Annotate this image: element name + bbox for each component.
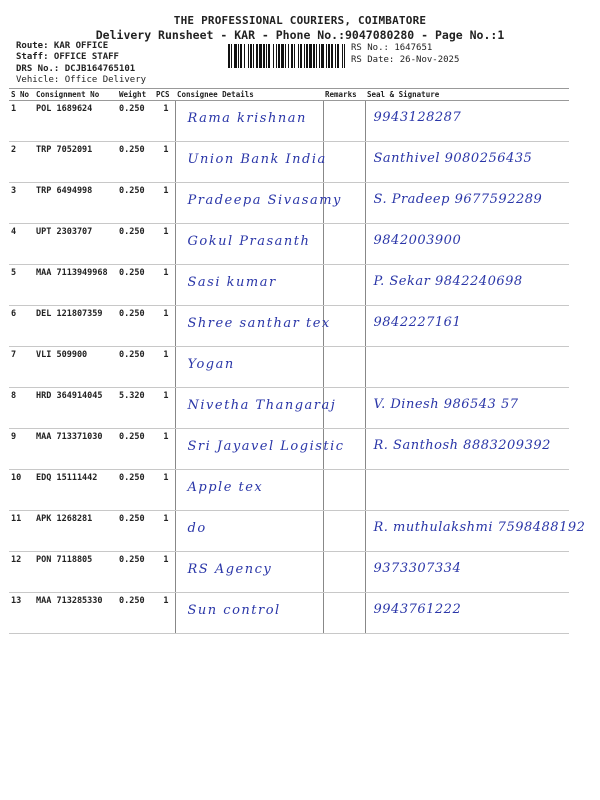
route-label: Route: KAR OFFICE — [16, 41, 109, 51]
cell-sno: 11 — [9, 511, 34, 552]
barcode-bar — [238, 44, 239, 68]
barcode-bar — [337, 44, 339, 68]
cell-weight: 0.250 — [117, 306, 154, 347]
cell-consignee — [175, 142, 327, 183]
cell-signature — [365, 183, 569, 224]
barcode-bar — [253, 44, 254, 68]
barcode-bar — [268, 44, 270, 68]
barcode-bar — [344, 44, 345, 68]
signature-handwriting: 9943761222 — [373, 602, 462, 617]
cell-remarks — [323, 265, 365, 306]
col-seal-signature: Seal & Signature — [365, 89, 569, 101]
cell-consignee — [175, 265, 323, 306]
barcode-bar — [288, 44, 289, 68]
cell-sno: 9 — [9, 429, 34, 470]
cell-weight: 0.250 — [117, 183, 154, 224]
barcode-bar — [228, 44, 230, 68]
cell-consignee — [175, 552, 323, 593]
barcode-bar — [316, 44, 317, 68]
cell-remarks — [323, 101, 365, 142]
signature-handwriting: P. Sekar 9842240698 — [373, 274, 523, 289]
table-row — [9, 265, 569, 306]
cell-remarks — [323, 142, 365, 183]
cell-remarks — [323, 429, 365, 470]
cell-pcs: 1 — [154, 224, 175, 265]
cell-remarks — [323, 183, 365, 224]
signature-handwriting: R. Santhosh 8883209392 — [373, 438, 551, 453]
barcode-bar — [250, 44, 252, 68]
cell-consignment: HRD 364914045 — [34, 388, 117, 429]
table-row — [9, 224, 569, 265]
table-row — [9, 347, 569, 388]
cell-weight: 0.250 — [117, 429, 154, 470]
barcode-bar — [342, 44, 343, 68]
table-row — [9, 183, 569, 224]
consignee-handwriting: Gokul Prasanth — [187, 234, 311, 249]
barcode-bar — [335, 44, 336, 68]
cell-consignment: POL 1689624 — [34, 101, 117, 142]
cell-signature — [365, 470, 569, 511]
cell-sno: 4 — [9, 224, 34, 265]
consignee-handwriting: do — [187, 521, 207, 536]
cell-pcs: 1 — [154, 593, 175, 634]
cell-signature — [365, 224, 569, 265]
staff-label: Staff: OFFICE STAFF — [16, 52, 119, 62]
cell-consignment: EDQ 15111442 — [34, 470, 117, 511]
cell-remarks — [323, 552, 365, 593]
consignee-handwriting: Yogan — [187, 357, 235, 372]
col-sno: S No — [9, 89, 34, 101]
cell-pcs: 1 — [154, 101, 175, 142]
consignee-handwriting: Rama krishnan — [187, 111, 307, 126]
table-row — [9, 142, 569, 183]
barcode-bar — [291, 44, 293, 68]
barcode-bar — [248, 44, 249, 68]
barcode-bar — [326, 44, 327, 68]
cell-sno: 12 — [9, 552, 34, 593]
cell-consignment: APK 1268281 — [34, 511, 117, 552]
barcode-bar — [234, 44, 237, 68]
cell-weight: 0.250 — [117, 101, 154, 142]
cell-consignee — [175, 306, 331, 347]
cell-remarks — [323, 347, 365, 388]
cell-pcs: 1 — [154, 429, 175, 470]
cell-sno: 6 — [9, 306, 34, 347]
table-header-row — [9, 89, 569, 101]
cell-sno: 3 — [9, 183, 34, 224]
barcode — [228, 44, 346, 68]
rs-number: RS No.: 1647651 — [351, 43, 433, 53]
cell-weight: 0.250 — [117, 265, 154, 306]
table-row — [9, 552, 569, 593]
cell-signature — [365, 429, 569, 470]
consignee-handwriting: Nivetha Thangaraj — [187, 398, 337, 413]
col-consignment: Consignment No — [34, 89, 117, 101]
signature-handwriting: S. Pradeep 9677592289 — [373, 192, 543, 207]
consignee-handwriting: RS Agency — [187, 562, 273, 577]
col-weight: Weight — [117, 89, 154, 101]
barcode-bar — [240, 44, 242, 68]
cell-consignee — [175, 101, 323, 142]
cell-consignee — [175, 347, 323, 388]
cell-weight: 5.320 — [117, 388, 154, 429]
company-title: THE PROFESSIONAL COURIERS, COIMBATORE — [173, 14, 427, 27]
cell-consignee — [175, 511, 323, 552]
cell-signature — [365, 265, 569, 306]
cell-consignment: MAA 7113949968 — [34, 265, 117, 306]
barcode-bar — [304, 44, 305, 68]
barcode-bar — [259, 44, 262, 68]
consignee-handwriting: Union Bank India — [187, 152, 327, 167]
cell-weight: 0.250 — [117, 347, 154, 388]
signature-handwriting: 9842003900 — [373, 233, 462, 248]
cell-consignee — [175, 224, 323, 265]
barcode-bar — [313, 44, 315, 68]
cell-pcs: 1 — [154, 347, 175, 388]
cell-remarks — [323, 388, 365, 429]
signature-handwriting: V. Dinesh 986543 57 — [373, 397, 519, 412]
barcode-bar — [294, 44, 295, 68]
cell-signature — [365, 388, 569, 429]
vehicle-label: Vehicle: Office Delivery — [16, 75, 147, 85]
cell-sno: 7 — [9, 347, 34, 388]
barcode-bar — [298, 44, 299, 68]
cell-consignment: TRP 6494998 — [34, 183, 117, 224]
runsheet-subtitle: Delivery Runsheet - KAR - Phone No.:9047080280 - Page No.:1 — [95, 28, 505, 42]
barcode-bar — [256, 44, 258, 68]
cell-pcs: 1 — [154, 388, 175, 429]
cell-pcs: 1 — [154, 142, 175, 183]
table-row — [9, 101, 569, 142]
table-row — [9, 388, 569, 429]
table-row — [9, 429, 569, 470]
signature-handwriting: 9842227161 — [373, 315, 462, 330]
barcode-bar — [263, 44, 265, 68]
table-body — [9, 101, 586, 634]
barcode-bar — [321, 44, 324, 68]
cell-sno: 8 — [9, 388, 34, 429]
signature-handwriting: R. muthulakshmi 7598488192 — [373, 520, 586, 535]
cell-consignment: PON 7118805 — [34, 552, 117, 593]
table-row — [9, 470, 569, 511]
cell-signature — [365, 593, 569, 634]
cell-weight: 0.250 — [117, 224, 154, 265]
barcode-bar — [244, 44, 245, 68]
cell-sno: 13 — [9, 593, 34, 634]
table-row — [9, 593, 569, 634]
barcode-bar — [309, 44, 312, 68]
barcode-bar — [300, 44, 302, 68]
cell-signature — [365, 552, 569, 593]
cell-pcs: 1 — [154, 470, 175, 511]
cell-sno: 5 — [9, 265, 34, 306]
cell-remarks — [323, 470, 365, 511]
cell-signature — [365, 306, 569, 347]
cell-pcs: 1 — [154, 511, 175, 552]
cell-pcs: 1 — [154, 265, 175, 306]
cell-consignment: MAA 713285330 — [34, 593, 117, 634]
cell-sno: 10 — [9, 470, 34, 511]
col-pcs: PCS — [154, 89, 175, 101]
barcode-bar — [281, 44, 284, 68]
cell-pcs: 1 — [154, 552, 175, 593]
consignee-handwriting: Sri Jayavel Logistic — [187, 439, 345, 454]
table-row — [9, 511, 569, 552]
cell-consignment: TRP 7052091 — [34, 142, 117, 183]
cell-weight: 0.250 — [117, 593, 154, 634]
cell-remarks — [323, 593, 365, 634]
drs-number: DRS No.: DCJB164765101 — [16, 64, 136, 74]
rs-date: RS Date: 26-Nov-2025 — [351, 55, 460, 65]
consignee-handwriting: Shree santhar tex — [187, 316, 331, 331]
table-row — [9, 306, 569, 347]
barcode-bar — [319, 44, 320, 68]
cell-signature — [365, 347, 569, 388]
cell-weight: 0.250 — [117, 470, 154, 511]
consignee-handwriting: Apple tex — [187, 480, 264, 495]
barcode-bar — [273, 44, 274, 68]
cell-consignee — [175, 429, 345, 470]
barcode-bar — [231, 44, 232, 68]
cell-consignment: VLI 509900 — [34, 347, 117, 388]
consignee-handwriting: Sun control — [187, 603, 281, 618]
cell-sno: 1 — [9, 101, 34, 142]
cell-signature — [365, 101, 569, 142]
barcode-bar — [285, 44, 286, 68]
cell-consignee — [175, 183, 342, 224]
signature-handwriting: 9943128287 — [373, 110, 462, 125]
cell-remarks — [323, 306, 365, 347]
cell-weight: 0.250 — [117, 142, 154, 183]
cell-consignment: UPT 2303707 — [34, 224, 117, 265]
cell-consignment: MAA 713371030 — [34, 429, 117, 470]
runsheet-table — [9, 88, 586, 634]
cell-pcs: 1 — [154, 306, 175, 347]
cell-signature — [365, 511, 586, 552]
barcode-bar — [306, 44, 308, 68]
col-consignee: Consignee Details — [175, 89, 323, 101]
cell-remarks — [323, 224, 365, 265]
cell-weight: 0.250 — [117, 552, 154, 593]
cell-weight: 0.250 — [117, 511, 154, 552]
signature-handwriting: Santhivel 9080256435 — [373, 151, 533, 166]
cell-consignee — [175, 593, 323, 634]
consignee-handwriting: Sasi kumar — [187, 275, 277, 290]
cell-consignment: DEL 121807359 — [34, 306, 117, 347]
cell-signature — [365, 142, 569, 183]
barcode-bar — [328, 44, 330, 68]
barcode-bar — [266, 44, 267, 68]
cell-consignee — [175, 388, 337, 429]
cell-pcs: 1 — [154, 183, 175, 224]
cell-remarks — [323, 511, 365, 552]
cell-sno: 2 — [9, 142, 34, 183]
barcode-bar — [278, 44, 280, 68]
barcode-bar — [276, 44, 277, 68]
signature-handwriting: 9373307334 — [373, 561, 462, 576]
cell-consignee — [175, 470, 323, 511]
col-remarks: Remarks — [323, 89, 365, 101]
barcode-bar — [331, 44, 333, 68]
consignee-handwriting: Pradeepa Sivasamy — [187, 193, 342, 208]
